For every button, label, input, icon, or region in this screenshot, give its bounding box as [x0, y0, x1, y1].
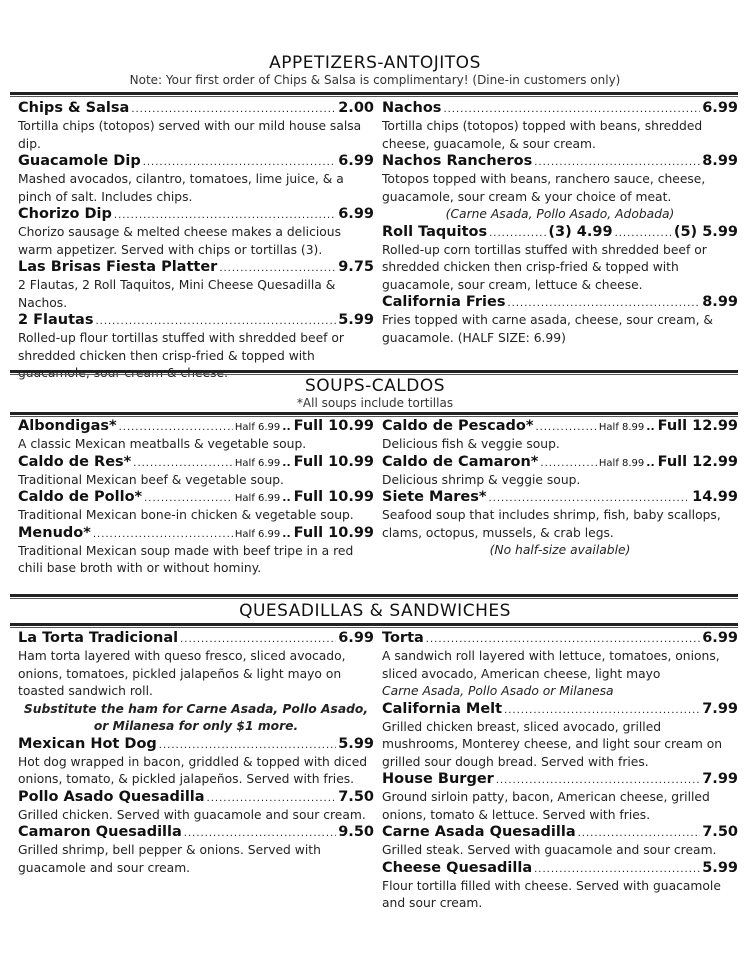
menu-item	[382, 454, 738, 490]
item-price: 14.99	[692, 489, 738, 505]
menu-item	[382, 701, 738, 772]
item-name: House Burger	[382, 771, 494, 787]
item-description: Rolled-up flour tortillas stuffed with shredded beef or shredded chicken then crisp-fried & topped with guacamole, sour cream & cheese.	[18, 331, 344, 380]
dot-leader	[504, 705, 700, 716]
menu-item-header	[382, 771, 738, 789]
item-name: La Torta Tradicional	[18, 630, 179, 646]
separator: ..	[282, 455, 291, 469]
item-description: Grilled shrimp, bell pepper & onions. Served with guacamole and sour cream.	[18, 843, 321, 875]
menu-column-right	[382, 100, 738, 347]
section-note: *All soups include tortillas	[296, 396, 454, 410]
item-price-half: Half 6.99	[234, 528, 281, 540]
separator: ..	[282, 491, 291, 504]
item-name: Las Brisas Fiesta Platter	[18, 259, 218, 275]
section-divider	[10, 92, 738, 97]
item-price-half: Half 8.99	[598, 457, 645, 469]
item-price: 6.99	[338, 153, 374, 169]
menu-item	[18, 489, 374, 525]
menu-item-header	[18, 259, 374, 277]
menu-item	[18, 418, 374, 454]
dot-leader	[144, 493, 233, 504]
menu-column-left	[18, 630, 374, 877]
menu-item	[18, 153, 374, 206]
menu-column-left	[18, 100, 374, 383]
item-price: 7.50	[702, 824, 738, 840]
item-description: A sandwich roll layered with lettuce, tomatoes, onions, sliced avocado, American cheese, light mayo	[382, 649, 720, 681]
item-name: Camaron Quesadilla	[18, 824, 182, 840]
section-divider	[10, 623, 738, 628]
item-price: (5) 5.99	[673, 223, 738, 240]
item-name: Menudo*	[18, 524, 91, 541]
dot-leader	[207, 793, 337, 804]
menu-item-header	[18, 206, 374, 224]
menu-column-left	[18, 418, 374, 578]
dot-leader	[114, 210, 336, 221]
item-name: California Melt	[382, 700, 503, 717]
item-name: Caldo de Pollo*	[18, 489, 143, 505]
dot-leader	[489, 228, 546, 239]
item-name: Mexican Hot Dog	[18, 735, 157, 752]
menu-item-header	[382, 454, 738, 472]
dot-leader	[143, 157, 337, 168]
separator: ..	[646, 420, 655, 433]
menu-item-header	[18, 824, 374, 842]
item-description: Grilled steak. Served with guacamole and sour cream.	[382, 843, 717, 857]
menu-item-header	[382, 701, 738, 719]
section-divider	[10, 370, 738, 375]
item-price: 5.99	[338, 312, 374, 328]
section-title: QUESADILLAS & SANDWICHES	[239, 601, 511, 621]
item-price: 7.50	[338, 788, 374, 805]
item-name: Torta	[382, 630, 424, 646]
item-note: (Carne Asada, Pollo Asado, Adobada)	[445, 207, 675, 221]
dot-leader	[131, 104, 336, 115]
dot-leader	[488, 493, 690, 504]
item-description: Rolled-up corn tortillas stuffed with shredded beef or shredded chicken then crisp-fried & topped with guacamole, sour cream, lettuce & cheese.	[382, 242, 707, 292]
item-description: Ham torta layered with queso fresco, sliced avocado, onions, tomatoes, pickled jalapeños & light mayo on toasted sandwich roll.	[18, 649, 346, 698]
item-price-full: Full 10.99	[293, 524, 374, 541]
menu-item	[382, 489, 738, 560]
item-price-small: (3) 4.99	[548, 223, 613, 240]
menu-item	[18, 259, 374, 312]
menu-column-right	[382, 630, 738, 913]
item-description: Flour tortilla filled with cheese. Served with guacamole and sour cream.	[382, 878, 721, 910]
item-price-half: Half 6.99	[234, 457, 281, 469]
menu-item	[382, 294, 738, 347]
item-description: Hot dog wrapped in bacon, griddled & topped with diced onions, tomato, & pickled jalapeños. Served with fries.	[18, 754, 368, 786]
menu-item	[382, 418, 738, 454]
item-name: Caldo de Camaron*	[382, 453, 539, 470]
menu-item-header	[18, 630, 374, 648]
separator: ..	[282, 420, 291, 433]
item-name: Siete Mares*	[382, 489, 487, 505]
item-price-half: Half 6.99	[234, 493, 281, 504]
dot-leader	[443, 104, 700, 115]
item-description: 2 Flautas, 2 Roll Taquitos, Mini Cheese Quesadilla & Nachos.	[18, 278, 336, 310]
item-name: Caldo de Pescado*	[382, 418, 534, 434]
menu-item	[18, 206, 374, 259]
menu-item	[382, 100, 738, 153]
menu-item	[18, 736, 374, 789]
item-description: Tortilla chips (totopos) topped with beans, shredded cheese, guacamole, & sour cream.	[382, 119, 703, 151]
menu-item-header	[18, 454, 374, 472]
item-price: 9.50	[338, 824, 374, 840]
item-description: Delicious shrimp & veggie soup.	[382, 472, 581, 487]
menu-item-header	[18, 736, 374, 754]
menu-column-right	[382, 418, 738, 560]
item-price: 8.99	[702, 153, 738, 169]
menu-item	[18, 824, 374, 877]
item-name: Cheese Quesadilla	[382, 859, 533, 876]
item-description: A classic Mexican meatballs & vegetable soup.	[18, 437, 307, 451]
item-description: Grilled chicken. Served with guacamole and sour cream.	[18, 807, 366, 822]
item-price-full: Full 10.99	[293, 489, 374, 505]
menu-item-header	[18, 525, 374, 543]
item-name: Nachos	[382, 100, 442, 116]
menu-item-header	[18, 312, 374, 330]
item-price: 2.00	[338, 100, 374, 116]
dot-leader	[219, 263, 336, 274]
menu-item-header	[382, 224, 738, 242]
separator: ..	[646, 455, 655, 469]
dot-leader	[496, 775, 700, 786]
item-name: Nachos Rancheros	[382, 153, 533, 169]
menu-item	[382, 771, 738, 824]
item-description: Traditional Mexican soup made with beef tripe in a red chili base broth with or without hominy.	[18, 543, 354, 575]
section-note: Note: Your first order of Chips & Salsa is complimentary! (Dine-in customers only)	[129, 73, 621, 87]
item-name: Guacamole Dip	[18, 153, 141, 169]
item-price: 6.99	[702, 100, 738, 116]
item-name: Chorizo Dip	[18, 206, 112, 222]
item-price-half: Half 8.99	[598, 422, 645, 433]
item-price-full: Full 10.99	[293, 453, 374, 470]
menu-item	[18, 630, 374, 736]
item-price: 6.99	[338, 630, 374, 646]
item-note: (No half-size available)	[489, 543, 631, 557]
dot-leader	[540, 458, 597, 469]
item-price-full: Full 12.99	[657, 418, 738, 434]
menu-item	[382, 860, 738, 913]
dot-leader	[119, 422, 233, 433]
item-price: 6.99	[338, 206, 374, 222]
item-description: Traditional Mexican beef & vegetable soup.	[18, 472, 284, 487]
menu-item-header	[18, 153, 374, 171]
menu-item-header	[382, 630, 738, 648]
dot-leader	[426, 634, 700, 645]
item-name: Roll Taquitos	[382, 223, 488, 240]
item-name: Chips & Salsa	[18, 100, 130, 116]
item-price: 5.99	[338, 735, 374, 752]
item-description: Fries topped with carne asada, cheese, sour cream, & guacamole. (HALF SIZE: 6.99)	[382, 313, 714, 345]
menu-item-header	[382, 294, 738, 312]
item-description: Seafood soup that includes shrimp, fish, baby scallops, clams, octopus, mussels, & crab legs.	[382, 508, 721, 540]
menu-item	[18, 789, 374, 825]
menu-item	[18, 100, 374, 153]
dot-leader	[93, 529, 233, 540]
dot-leader	[184, 828, 336, 839]
item-name: 2 Flautas	[18, 312, 94, 328]
menu-item-header	[382, 860, 738, 878]
menu-item-header	[382, 824, 738, 842]
item-price-full: Full 12.99	[657, 453, 738, 470]
item-price-half: Half 6.99	[234, 422, 281, 433]
menu-item	[18, 525, 374, 578]
item-price: 7.99	[702, 771, 738, 787]
item-description: Grilled chicken breast, sliced avocado, grilled mushrooms, Monterey cheese, and light sour cream on grilled sour dough bread. Served with fries.	[382, 719, 723, 769]
menu-item-header	[382, 418, 738, 436]
item-name: Pollo Asado Quesadilla	[18, 788, 205, 805]
dot-leader	[95, 316, 336, 327]
item-description: Delicious fish & veggie soup.	[382, 437, 560, 451]
separator: ..	[282, 526, 291, 540]
menu-item-header	[18, 789, 374, 807]
item-price: 5.99	[702, 859, 738, 876]
dot-leader	[578, 828, 701, 839]
dot-leader	[159, 740, 336, 751]
menu-item	[382, 630, 738, 701]
item-price: 6.99	[702, 630, 738, 646]
item-description: Ground sirloin patty, bacon, American cheese, grilled onions, tomato & lettuce. Served with fries.	[382, 790, 710, 822]
item-description: Totopos topped with beans, ranchero sauce, cheese, guacamole, sour cream & your choice of meat.	[382, 172, 706, 204]
item-price: 9.75	[338, 259, 374, 275]
dot-leader	[133, 458, 233, 469]
dot-leader	[507, 298, 700, 309]
dot-leader	[180, 634, 336, 645]
menu-item-header	[18, 418, 374, 436]
item-description: Mashed avocados, cilantro, tomatoes, lime juice, & a pinch of salt. Includes chips.	[18, 172, 344, 204]
menu-item-header	[18, 100, 374, 118]
item-price: 8.99	[702, 294, 738, 310]
section-title: APPETIZERS-ANTOJITOS	[269, 53, 481, 73]
item-name: Caldo de Res*	[18, 453, 132, 470]
menu-item	[382, 224, 738, 295]
item-price: 7.99	[702, 700, 738, 717]
dot-leader	[534, 157, 700, 168]
item-note: Carne Asada, Pollo Asado or Milanesa	[382, 684, 614, 698]
item-name: Albondigas*	[18, 418, 117, 434]
dot-leader	[535, 422, 596, 433]
item-description: Chorizo sausage & melted cheese makes a delicious warm appetizer. Served with chips or tortillas (3).	[18, 225, 341, 257]
item-substitution-note: Substitute the ham for Carne Asada, Pollo Asado, or Milanesa for only $1 more.	[23, 701, 369, 733]
item-description: Tortilla chips (totopos) served with our mild house salsa dip.	[18, 119, 362, 151]
item-name: Carne Asada Quesadilla	[382, 824, 576, 840]
menu-item-header	[382, 153, 738, 171]
section-title: SOUPS-CALDOS	[304, 376, 446, 396]
item-name: California Fries	[382, 294, 506, 310]
dot-leader	[615, 228, 672, 239]
section-divider	[10, 594, 738, 599]
menu-item-header	[18, 489, 374, 507]
menu-item	[18, 454, 374, 490]
section-divider	[10, 412, 738, 417]
menu-item	[382, 153, 738, 224]
menu-item	[382, 824, 738, 860]
menu-item-header	[382, 100, 738, 118]
menu-item-header	[382, 489, 738, 507]
item-description: Traditional Mexican bone-in chicken & vegetable soup.	[18, 508, 354, 522]
item-price-full: Full 10.99	[293, 418, 374, 434]
dot-leader	[534, 864, 700, 875]
